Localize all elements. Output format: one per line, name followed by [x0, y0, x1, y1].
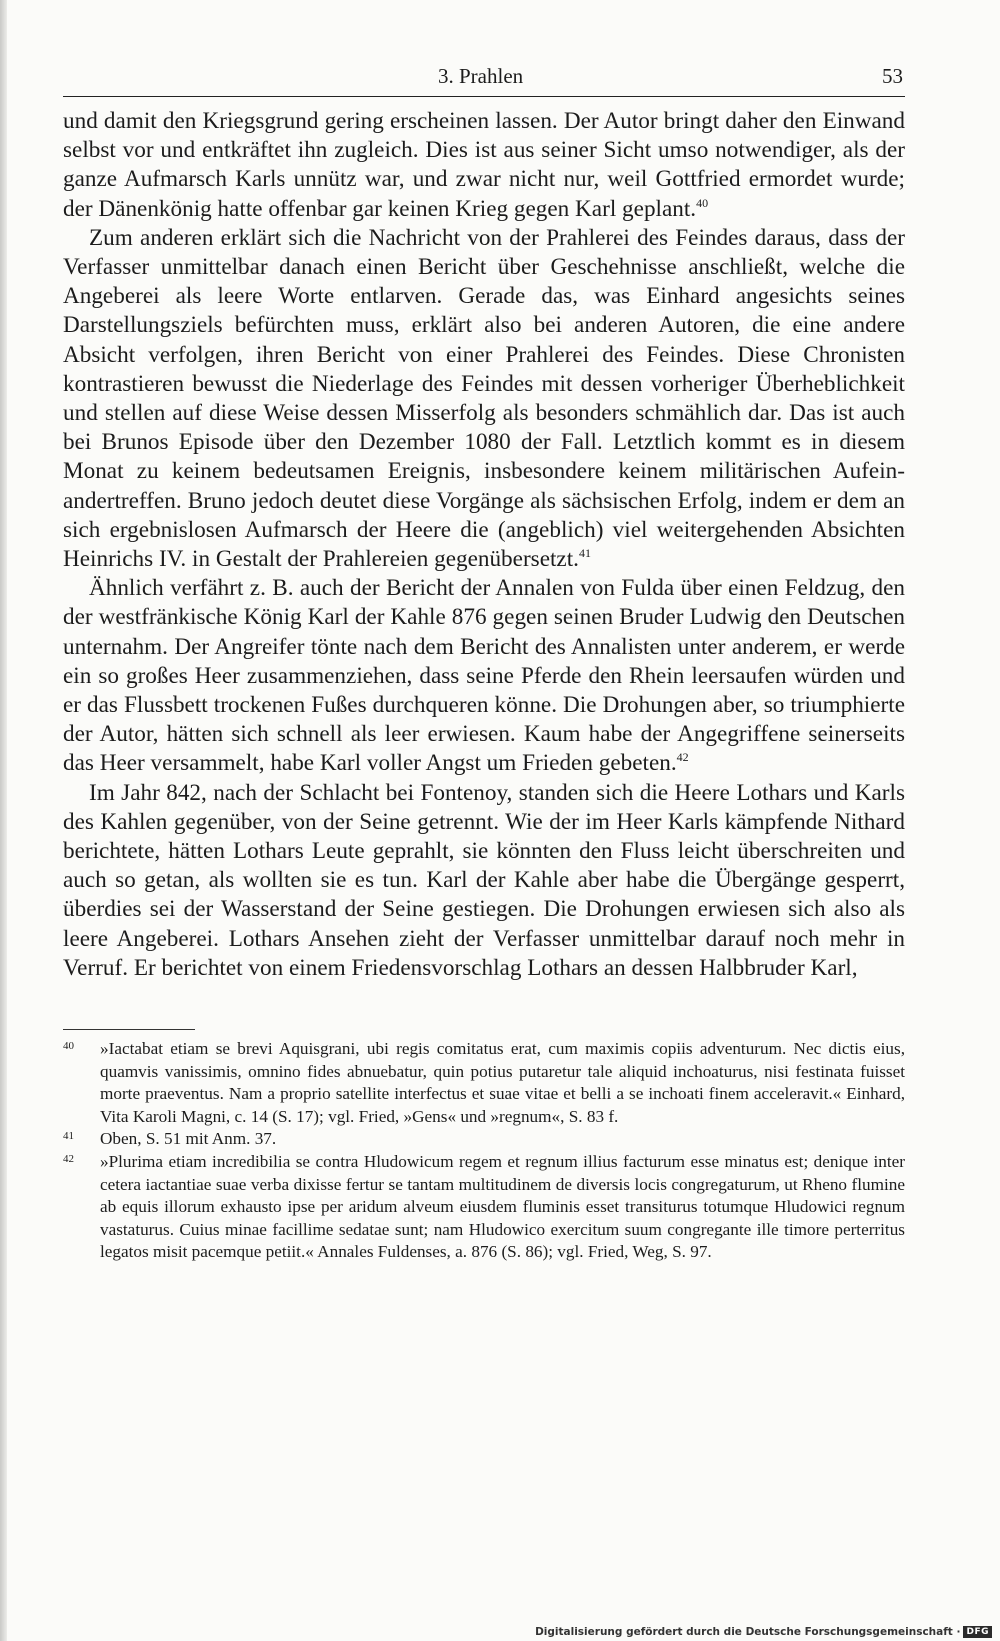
footnote-ref[interactable]: 41: [578, 546, 591, 561]
book-page: [63, 62, 905, 1264]
main-text: [63, 107, 905, 983]
paragraph: Ähnlich verfährt z. B. auch der Bericht der Annalen von Fulda über einen Feldzug, den der westfränkische König Karl der Kahle 876 gegen seinen Bruder Ludwig den Deutschen unternahm. Der Angreifer tönte nach dem Bericht des Annalisten unter anderem, er werde ein so großes Heer zusammenziehen, dass seine Pferde den Rhein leersaufen würden und er das Flussbett trockenen Fußes durchqueren könne. Die Drohungen aber, so triumphierte der Autor, hätten sich schnell als leer erwiesen. Kaum habe der Angegriffene seinerseits das Heer versammelt, habe Karl voller Angst um Frieden gebeten.$^{42}$: [63, 575, 905, 777]
footnote-number: 41: [63, 1130, 74, 1143]
footnote: [63, 1151, 905, 1264]
footnote: [63, 1128, 905, 1151]
scan-edge: [0, 0, 7, 1641]
paragraph: Zum anderen erklärt sich die Nachricht von der Prahlerei des Feindes daraus, dass der Verfasser unmittelbar danach einen Bericht über Geschehnisse anschließt, welche die Angeberei als leere Worte entlarven. Gerade das, was Einhard angesichts seines Darstellungsziels befürchten muss, erklärt also bei anderen Autoren, die eine andere Absicht verfolgen, ihren Bericht von einer Prahlerei des Feindes. Diese Chronisten kontrastieren bewusst die Niederlage des Feindes mit dessen vorheriger Überheblichkeit und stellen auf diese Weise dessen Misserfolg als besonders schmählich dar. Das ist auch bei Brunos Episode über den Dezember 1080 der Fall. Letztlich kommt es in diesem Monat zu keinem bedeutsamen Ereignis, insbesondere keinem militärischen Aufeinandertreffen. Bruno jedoch deutet diese Vorgänge als sächsischen Erfolg, indem er dem an sich ergebnislosen Aufmarsch der Heere die (angeblich) viel weitergehenden Absichten Heinrichs IV. in Gestalt der Prahlereien gegenübersetzt.$^{41}$: [63, 224, 905, 573]
footnote-number: 40: [63, 1040, 74, 1053]
footnote-text: Oben, S. 51 mit Anm. 37.: [100, 1129, 277, 1149]
footnote-ref[interactable]: 42: [676, 750, 689, 765]
chapter-title: 3. Prahlen: [438, 64, 524, 88]
running-header: [63, 62, 905, 97]
digitization-credit: [535, 1626, 992, 1638]
footnote-divider: [63, 1029, 195, 1030]
footnote-text: »Iactabat etiam se brevi Aquisgrani, ubi regis comitatus erat, cum maximis copiis adventurum. Nec dictis eius, quamvis vanissimis, omnino fides abnuebatur, quin potius putaretur tale aliquid inchoaturus, nisi festinata fuisset morte praeventus. Nam a proprio satellite interfectus et suae vitae et belli a se inchoati finem acceleravit.« Einhard, Vita Karoli Magni, c. 14 (S. 17); vgl. Fried, »Gens« und »regnum«, S. 83 f.: [100, 1039, 905, 1126]
footnotes: [63, 1038, 905, 1264]
footnote: [63, 1038, 905, 1128]
footnote-text: »Plurima etiam incredibilia se contra Hludowicum regem et regnum illius facturum esse minatus est; denique inter cetera iactantiae suae verba dixisse fertur se tantam multitudinem de diversis locis congregaturum, ut Rheno flumine ab equis illorum exhausto ipse per aridum alveum eiusdem fluminis esset transiturus totumque Hludowici regnum vastaturus. Cuius minae facillime sedatae sunt; nam Hludowico exercitum suum congregante ille timore perterritus legatos misit pacemque petiit.« Annales Fuldenses, a. 876 (S. 86); vgl. Fried, Weg, S. 97.: [100, 1152, 905, 1262]
footnote-ref[interactable]: 40: [696, 195, 709, 210]
paragraph: Im Jahr 842, nach der Schlacht bei Fontenoy, standen sich die Heere Lothars und Karls des Kahlen gegenüber, von der Seine getrennt. Wie der im Heer Karls kämpfende Nithard berichtete, hätten Lothars Leute geprahlt, sie könnten den Fluss leicht überschreiten und auch so getan, als wollten sie es tun. Karl der Kahle aber habe die Übergänge gesperrt, überdies sei der Wasserstand der Seine gestiegen. Die Drohungen erwiesen sich also als leere Angeberei. Lothars Ansehen zieht der Verfasser unmittelbar darauf noch mehr in Verruf. Er berichtet von einem Friedensvorschlag Lothars an dessen Halbbruder Karl,: [63, 779, 905, 981]
credit-text: Digitalisierung gefördert durch die Deutsche Forschungsgemeinschaft ·: [535, 1626, 961, 1638]
footnote-number: 42: [63, 1153, 74, 1166]
page-number: 53: [882, 64, 903, 88]
dfg-logo: DFG: [963, 1626, 992, 1638]
paragraph: und damit den Kriegsgrund gering erscheinen lassen. Der Autor bringt daher den Einwand selbst vor und entkräftet ihn zugleich. Dies ist aus seiner Sicht umso notwendiger, als der ganze Aufmarsch Karls unnütz war, und zwar nicht nur, weil Gottfried ermordet wurde; der Dänenkönig hatte offenbar gar keinen Krieg gegen Karl geplant.$^{40}$: [63, 108, 905, 222]
